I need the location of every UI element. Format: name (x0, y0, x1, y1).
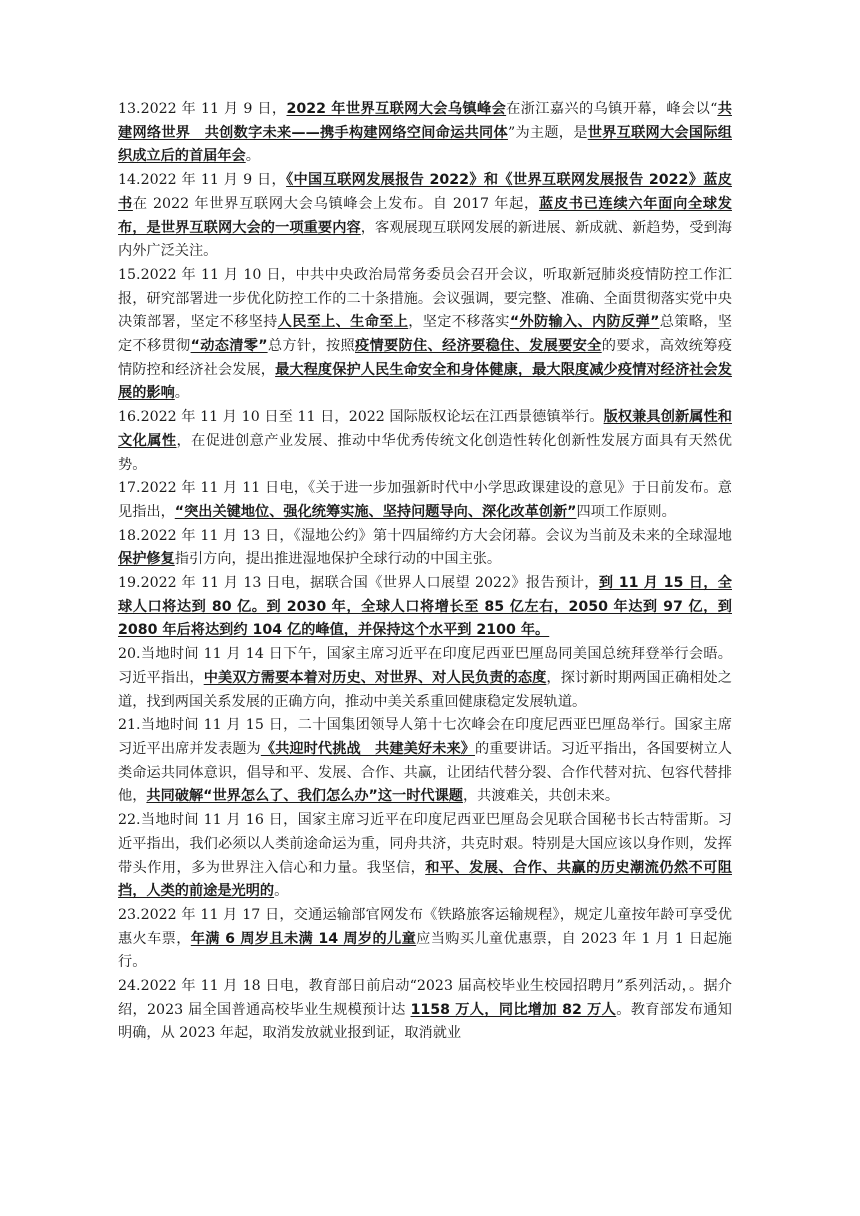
body-text: ”为主题，是 (507, 124, 588, 141)
key-point-text: “外防输入、内防反弹” (509, 314, 660, 331)
key-point-text: 蓝皮书已连续六年面向全球发布，是世界互联网大会的一项重要内容 (118, 195, 732, 236)
news-item-18 (118, 525, 732, 572)
body-text: 总策略，坚定不移贯彻 (118, 314, 732, 355)
body-text: 的要求，高效统筹疫情防控和经济社会发展， (118, 338, 732, 378)
body-text: 19.2022 年 11 月 13 日电，据联合国《世界人口展望 2022》报告预计， (118, 575, 599, 592)
news-item-16 (118, 406, 732, 477)
news-item-14 (118, 169, 732, 264)
key-point-text: 《中国互联网发展报告 2022》和《世界互联网发展报告 2022》蓝皮书 (118, 172, 732, 212)
key-point-text: 疫情要防住、经济要稳住、发展要安全 (355, 338, 602, 355)
body-text: 16.2022 年 11 月 10 日至 11 日，2022 国际版权论坛在江西景德镇举行。 (118, 409, 604, 426)
body-text: 在 2022 年世界互联网大会乌镇峰会上发布。自 2017 年起， (132, 195, 539, 212)
key-point-text: 1158 万人，同比增加 82 万人 (410, 1001, 617, 1018)
body-text: ，探讨新时期两国正确相处之道，找到两国关系发展的正确方向，推动中美关系重回健康稳定发展轨道。 (118, 669, 732, 710)
key-point-text: 2022 年世界互联网大会乌镇峰会 (286, 101, 507, 117)
news-item-24 (118, 975, 732, 1046)
body-text: 。教育部发布通知明确，从 2023 年起，取消发放就业报到证，取消就业 (118, 1001, 732, 1042)
body-text: 15.2022 年 11 月 10 日，中共中央政治局常务委员会召开会议，听取新冠肺炎疫情防控工作汇报，研究部署进一步优化防控工作的二十条措施。会议强调，要完整、准确、全面贯彻落实党中央决策部署，坚定不移坚持 (118, 266, 732, 331)
news-item-15 (118, 264, 732, 406)
news-item-13 (118, 98, 732, 169)
body-text: 22.当地时间 11 月 16 日，国家主席习近平在印度尼西亚巴厘岛会见联合国秘书长古特雷斯。习近平指出，我们必须以人类前途命运为重，同舟共济，共克时艰。特别是大国应该以身作则，发挥带头作用，多为世界注入信心和力量。我坚信， (118, 812, 732, 876)
body-text: ，客观展现互联网发展的新进展、新成就、新趋势，受到海内外广泛关注。 (118, 219, 732, 260)
key-point-text: 共建网络世界 共创数字未来——携手构建网络空间命运共同体 (118, 101, 732, 141)
news-item-23 (118, 904, 732, 975)
key-point-text: 共同破解“世界怎么了、我们怎么办”这一时代课题 (146, 788, 463, 805)
body-text: ，在促进创意产业发展、推动中华优秀传统文化创造性转化创新性发展方面具有天然优势。 (118, 432, 732, 473)
key-point-text: 保护修复 (118, 551, 175, 568)
body-text: 总方针，按照 (267, 338, 355, 355)
key-point-text: 中美双方需要本着对历史、对世界、对人民负责的态度 (203, 669, 547, 686)
news-item-22 (118, 809, 732, 904)
key-point-text: 到 11 月 15 日，全球人口将达到 80 亿。到 2030 年，全球人口将增长至 85 亿左右，2050 年达到 97 亿，到 2080 年后将达到约 104 亿的峰值，并保持这个水平到 2100 年。 (118, 575, 732, 639)
key-point-text: “突出关键地位、强化统筹实施、坚持问题导向、深化改革创新” (174, 503, 577, 520)
body-text: 四项工作原则。 (576, 503, 676, 520)
body-text: 13.2022 年 11 月 9 日， (118, 101, 287, 117)
body-text: 23.2022 年 11 月 17 日，交通运输部官网发布《铁路旅客运输规程》，规定儿童按年龄可享受优惠火车票， (118, 906, 732, 947)
key-point-text: 年满 6 周岁且未满 14 周岁的儿童 (190, 930, 417, 947)
body-text: ，坚定不移落实 (408, 314, 510, 331)
body-text: 。 (245, 148, 260, 165)
body-text: 指引方向，提出推进湿地保护全球行动的中国主张。 (174, 551, 502, 568)
document-page (118, 98, 732, 1046)
key-point-text: “动态清零” (190, 338, 268, 355)
body-text: 14.2022 年 11 月 9 日， (118, 172, 287, 189)
news-item-17 (118, 477, 732, 524)
body-text: 。 (274, 883, 289, 900)
key-point-text: 世界互联网大会国际组织成立后的首届年会 (118, 124, 732, 165)
body-text: 在浙江嘉兴的乌镇开幕，峰会以“ (506, 101, 718, 117)
key-point-text: 版权兼具创新属性和文化属性 (118, 409, 732, 449)
body-text: 24.2022 年 11 月 18 日电，教育部日前启动“2023 届高校毕业生校园招聘月”系列活动，。据介绍，2023 届全国普通高校毕业生规模预计达 (118, 978, 732, 1018)
body-text: ，共渡难关，共创未来。 (462, 788, 620, 805)
key-point-text: 最大程度保护人民生命安全和身体健康，最大限度减少疫情对经济社会发展的影响 (118, 361, 732, 402)
news-item-21 (118, 714, 732, 809)
body-text: 。 (174, 385, 189, 402)
news-item-19 (118, 572, 732, 643)
key-point-text: 《共迎时代挑战 共建美好未来》 (260, 740, 476, 757)
body-text: 的重要讲话。习近平指出，各国要树立人类命运共同体意识，倡导和平、发展、合作、共赢，让团结代替分裂、合作代替对抗、包容代替排他， (118, 740, 732, 805)
body-text: 21.当地时间 11 月 15 日，二十国集团领导人第十七次峰会在印度尼西亚巴厘岛举行。国家主席习近平出席并发表题为 (118, 717, 732, 757)
body-text: 18.2022 年 11 月 13 日，《湿地公约》第十四届缔约方大会闭幕。会议为当前及未来的全球湿地 (118, 527, 732, 544)
key-point-text: 人民至上、生命至上 (277, 314, 409, 331)
key-point-text: 和平、发展、合作、共赢的历史潮流仍然不可阻挡，人类的前途是光明的 (118, 859, 732, 900)
body-text: 应当购买儿童优惠票，自 2023 年 1 月 1 日起施行。 (118, 930, 732, 971)
news-item-20 (118, 643, 732, 714)
body-text: 20.当地时间 11 月 14 日下午，国家主席习近平在印度尼西亚巴厘岛同美国总统拜登举行会晤。习近平指出， (118, 646, 732, 686)
body-text: 17.2022 年 11 月 11 日电，《关于进一步加强新时代中小学思政课建设的意见》于日前发布。意见指出， (118, 480, 732, 520)
